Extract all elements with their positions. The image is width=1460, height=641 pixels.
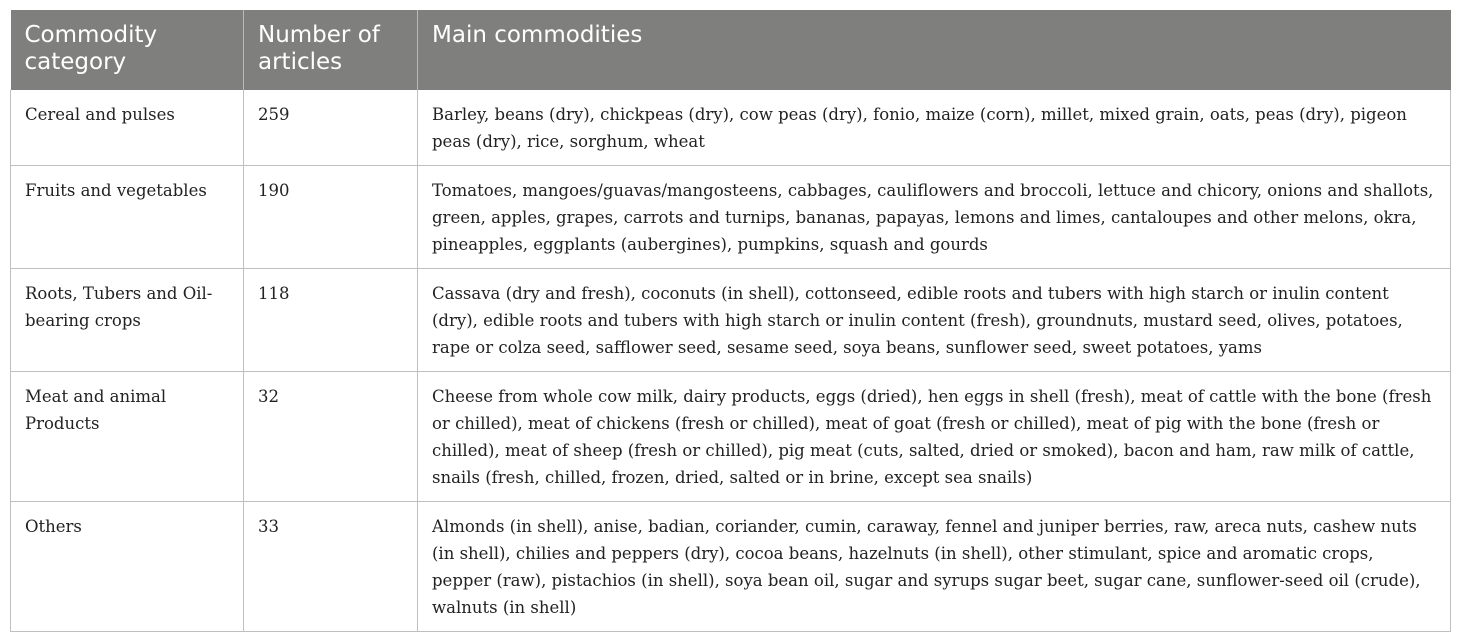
table-row (11, 372, 1451, 502)
cell-category: Roots, Tubers and Oil-bearing crops (11, 269, 244, 372)
table-row (11, 502, 1451, 632)
cell-category: Others (11, 502, 244, 632)
table-row (11, 269, 1451, 372)
header-number-of-articles: Number of articles (244, 10, 418, 90)
header-main-commodities: Main commodities (418, 10, 1451, 90)
table-body (11, 90, 1451, 632)
cell-main-commodities: Barley, beans (dry), chickpeas (dry), cow peas (dry), fonio, maize (corn), millet, mixed grain, oats, peas (dry), pigeon peas (dry), rice, sorghum, wheat (418, 90, 1451, 166)
cell-main-commodities: Cheese from whole cow milk, dairy products, eggs (dried), hen eggs in shell (fresh), meat of cattle with the bone (fresh or chilled), meat of chickens (fresh or chilled), meat of goat (fresh or chilled), meat of pig with the bone (fresh or chilled), meat of sheep (fresh or chilled), pig meat (cuts, salted, dried or smoked), bacon and ham, raw milk of cattle, snails (fresh, chilled, frozen, dried, salted or in brine, except sea snails) (418, 372, 1451, 502)
header-row (11, 10, 1451, 90)
cell-count: 118 (244, 269, 418, 372)
commodity-table-container (10, 10, 1450, 632)
cell-main-commodities: Cassava (dry and fresh), coconuts (in shell), cottonseed, edible roots and tubers with high starch or inulin content (dry), edible roots and tubers with high starch or inulin content (fresh), groundnuts, mustard seed, olives, potatoes, rape or colza seed, safflower seed, sesame seed, soya beans, sunflower seed, sweet potatoes, yams (418, 269, 1451, 372)
commodity-table (10, 10, 1451, 632)
cell-count: 259 (244, 90, 418, 166)
cell-count: 32 (244, 372, 418, 502)
cell-count: 33 (244, 502, 418, 632)
table-header (11, 10, 1451, 90)
cell-category: Cereal and pulses (11, 90, 244, 166)
cell-main-commodities: Tomatoes, mangoes/guavas/mangosteens, cabbages, cauliflowers and broccoli, lettuce and chicory, onions and shallots, green, apples, grapes, carrots and turnips, bananas, papayas, lemons and limes, cantaloupes and other melons, okra, pineapples, eggplants (aubergines), pumpkins, squash and gourds (418, 166, 1451, 269)
table-row (11, 166, 1451, 269)
table-row (11, 90, 1451, 166)
cell-category: Fruits and vegetables (11, 166, 244, 269)
cell-category: Meat and animal Products (11, 372, 244, 502)
cell-count: 190 (244, 166, 418, 269)
cell-main-commodities: Almonds (in shell), anise, badian, coriander, cumin, caraway, fennel and juniper berries, raw, areca nuts, cashew nuts (in shell), chilies and peppers (dry), cocoa beans, hazelnuts (in shell), other stimulant, spice and aromatic crops, pepper (raw), pistachios (in shell), soya bean oil, sugar and syrups sugar beet, sugar cane, sunflower-seed oil (crude), walnuts (in shell) (418, 502, 1451, 632)
header-commodity-category: Commodity category (11, 10, 244, 90)
